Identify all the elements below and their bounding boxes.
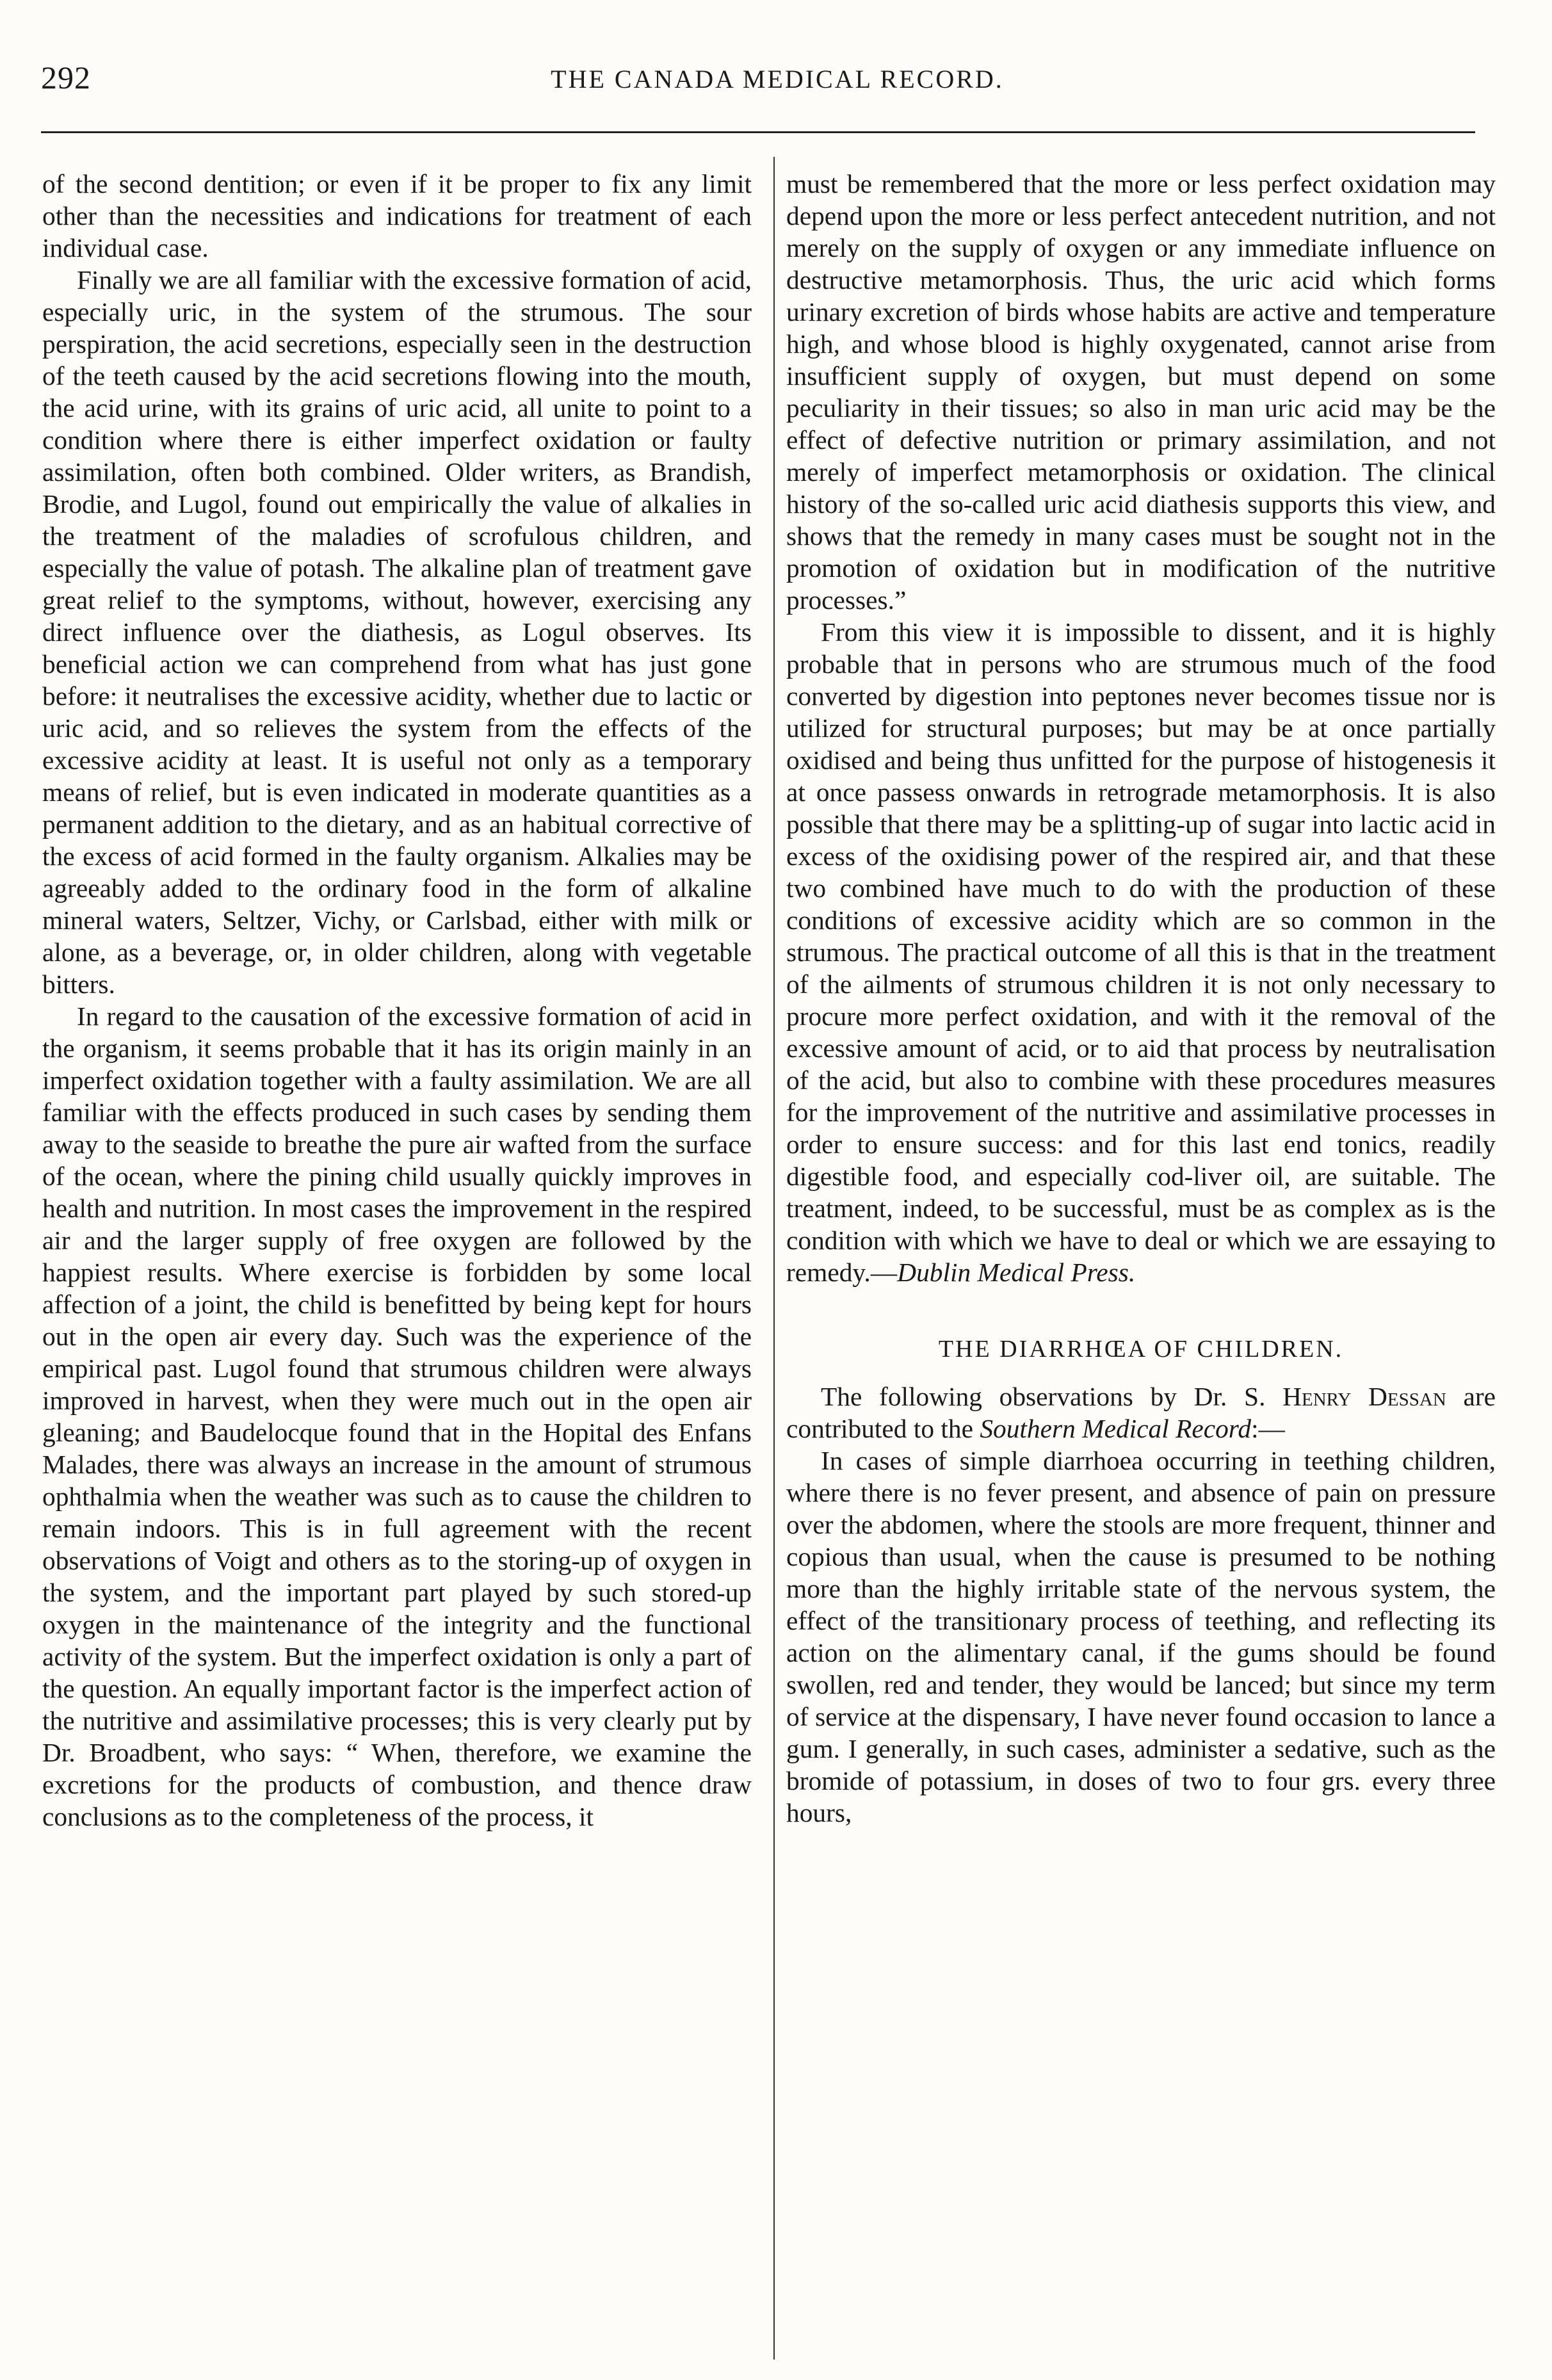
journal-name: Southern Medical Record: [980, 1414, 1252, 1443]
page-header: [41, 59, 1514, 117]
left-column: [42, 168, 752, 2358]
right-paragraph-2: [786, 616, 1496, 1288]
right-paragraph-1: must be remembered that the more or less perfect oxidation may depend upon the more or less perfect antecedent nutrition, and not merely on the supply of oxygen or any immediate influence on destructive metamorphosis. Thus, the uric acid which forms urinary excretion of birds whose habits are active and temperature high, and whose blood is highly oxygenated, cannot arise from insufficient supply of oxygen, but must depend on some peculiarity in their tissues; so also in man uric acid may be the effect of defective nutrition or primary assimilation, and not merely of imperfect metamorphosis or oxidation. The clinical history of the so-called uric acid diathesis supports this view, and shows that the remedy in many cases must be sought not in the promotion of oxidation but in modification of the nutritive processes.”: [786, 169, 1496, 615]
left-paragraph-1: of the second dentition; or even if it be proper to fix any limit other than the necessities and indications for treatment of each individual case.: [42, 169, 752, 263]
column-divider: [773, 157, 775, 2360]
header-rule: [41, 131, 1475, 133]
author-name: Henry Dessan: [1282, 1382, 1446, 1411]
right-paragraph-3: In cases of simple diarrhoea occurring in teething children, where there is no fever present, and absence of pain on pressure over the abdomen, where the stools are more frequent, thinner and copious than usual, when the cause is presumed to be nothing more than the highly irritable state of the nervous system, the effect of the transitionary process of teething, and reflecting its action on the alimentary canal, if the gums should be found swollen, red and tender, they would be lanced; but since my term of service at the dispensary, I have never found occasion to lance a gum. I generally, in such cases, administer a sedative, such as the bromide of potassium, in doses of two to four grs. every three hours,: [786, 1446, 1496, 1827]
intro-mid: are contributed to the: [786, 1382, 1496, 1443]
article-title: THE DIARRHŒA OF CHILDREN.: [938, 1336, 1344, 1363]
left-paragraph-3: In regard to the causation of the excessive formation of acid in the organism, it seems probable that it has its origin mainly in an imperfect oxidation together with a faulty assimilation. We are all familiar with the effects produced in such cases by sending them away to the seaside to breathe the pure air wafted from the surface of the ocean, where the pining child usually quickly improves in health and nutrition. In most cases the improvement in the respired air and the larger supply of free oxygen are followed by the happiest results. Where exercise is forbidden by some local affection of a joint, the child is benefitted by being kept for hours out in the open air every day. Such was the experience of the empirical past. Lugol found that strumous children were always improved in harvest, when they were much out in the open air gleaning; and Baudelocque found that in the Hopital des Enfans Malades, there was always an increase in the amount of strumous ophthalmia when the weather was such as to cause the children to remain indoors. This is in full agreement with the recent observations of Voigt and others as to the storing-up of oxygen in the system, and the important part played by such stored-up oxygen in the maintenance of the integrity and the functional activity of the system. But the imperfect oxidation is only a part of the question. An equally important factor is the imperfect action of the nutritive and assimilative processes; this is very clearly put by Dr. Broadbent, who says: “ When, therefore, we examine the excretions for the products of combustion, and thence draw conclusions as to the completeness of the process, it: [42, 1001, 752, 1831]
intro-lead: The following observations by Dr. S.: [821, 1382, 1283, 1411]
intro-tail: :—: [1251, 1414, 1285, 1443]
right-paragraph-2-text: From this view it is impossible to dissent, and it is highly probable that in persons who are strumous much of the food converted by digestion into peptones never becomes tissue nor is utilized for structural purposes; but may be at once partially oxidised and being thus unfitted for the purpose of histogenesis it at once passess onwards in retrograde metamorphosis. It is also possible that there may be a splitting-up of sugar into lactic acid in excess of the oxidising power of the respired air, and that these two combined have much to do with the production of these conditions of excessive acidity which are so common in the strumous. The practical outcome of all this is that in the treatment of the ailments of strumous children it is not only necessary to procure more perfect oxidation, and with it the removal of the excessive amount of acid, or to aid that process by neutralisation of the acid, but also to combine with these procedures measures for the improvement of the nutritive and assimilative processes in order to ensure success: and for this last end tonics, readily digestible food, and especially cod-liver oil, are suitable. The treatment, indeed, to be successful, must be as complex as is the condition with which we have to deal or which we are essaying to remedy.—: [786, 617, 1496, 1287]
right-column: [786, 168, 1496, 2358]
left-paragraph-2: Finally we are all familiar with the excessive formation of acid, especially uric, in the system of the strumous. The sour perspiration, the acid secretions, especially seen in the destruction of the teeth caused by the acid secretions flowing into the mouth, the acid urine, with its grains of uric acid, all unite to point to a condition where there is either imperfect oxidation or faulty assimilation, often both combined. Older writers, as Brandish, Brodie, and Lugol, found out empirically the value of alkalies in the treatment of the maladies of scrofulous children, and especially the value of potash. The alkaline plan of treatment gave great relief to the symptoms, without, however, exercising any direct influence over the diathesis, as Logul observes. Its beneficial action we can comprehend from what has just gone before: it neutralises the excessive acidity, whether due to lactic or uric acid, and so relieves the system from the effects of the excessive acidity at least. It is useful not only as a temporary means of relief, but is even indicated in moderate quantities as a permanent addition to the dietary, and as an habitual corrective of the excess of acid formed in the faulty organism. Alkalies may be agreeably added to the ordinary food in the form of alkaline mineral waters, Seltzer, Vichy, or Carlsbad, either with milk or alone, as a beverage, or, in older children, along with vegetable bitters.: [42, 265, 752, 999]
running-title: THE CANADA MEDICAL RECORD.: [551, 65, 1004, 93]
source-citation: Dublin Medical Press.: [897, 1258, 1136, 1287]
article-intro: [786, 1380, 1496, 1445]
page-number: 292: [41, 60, 91, 95]
